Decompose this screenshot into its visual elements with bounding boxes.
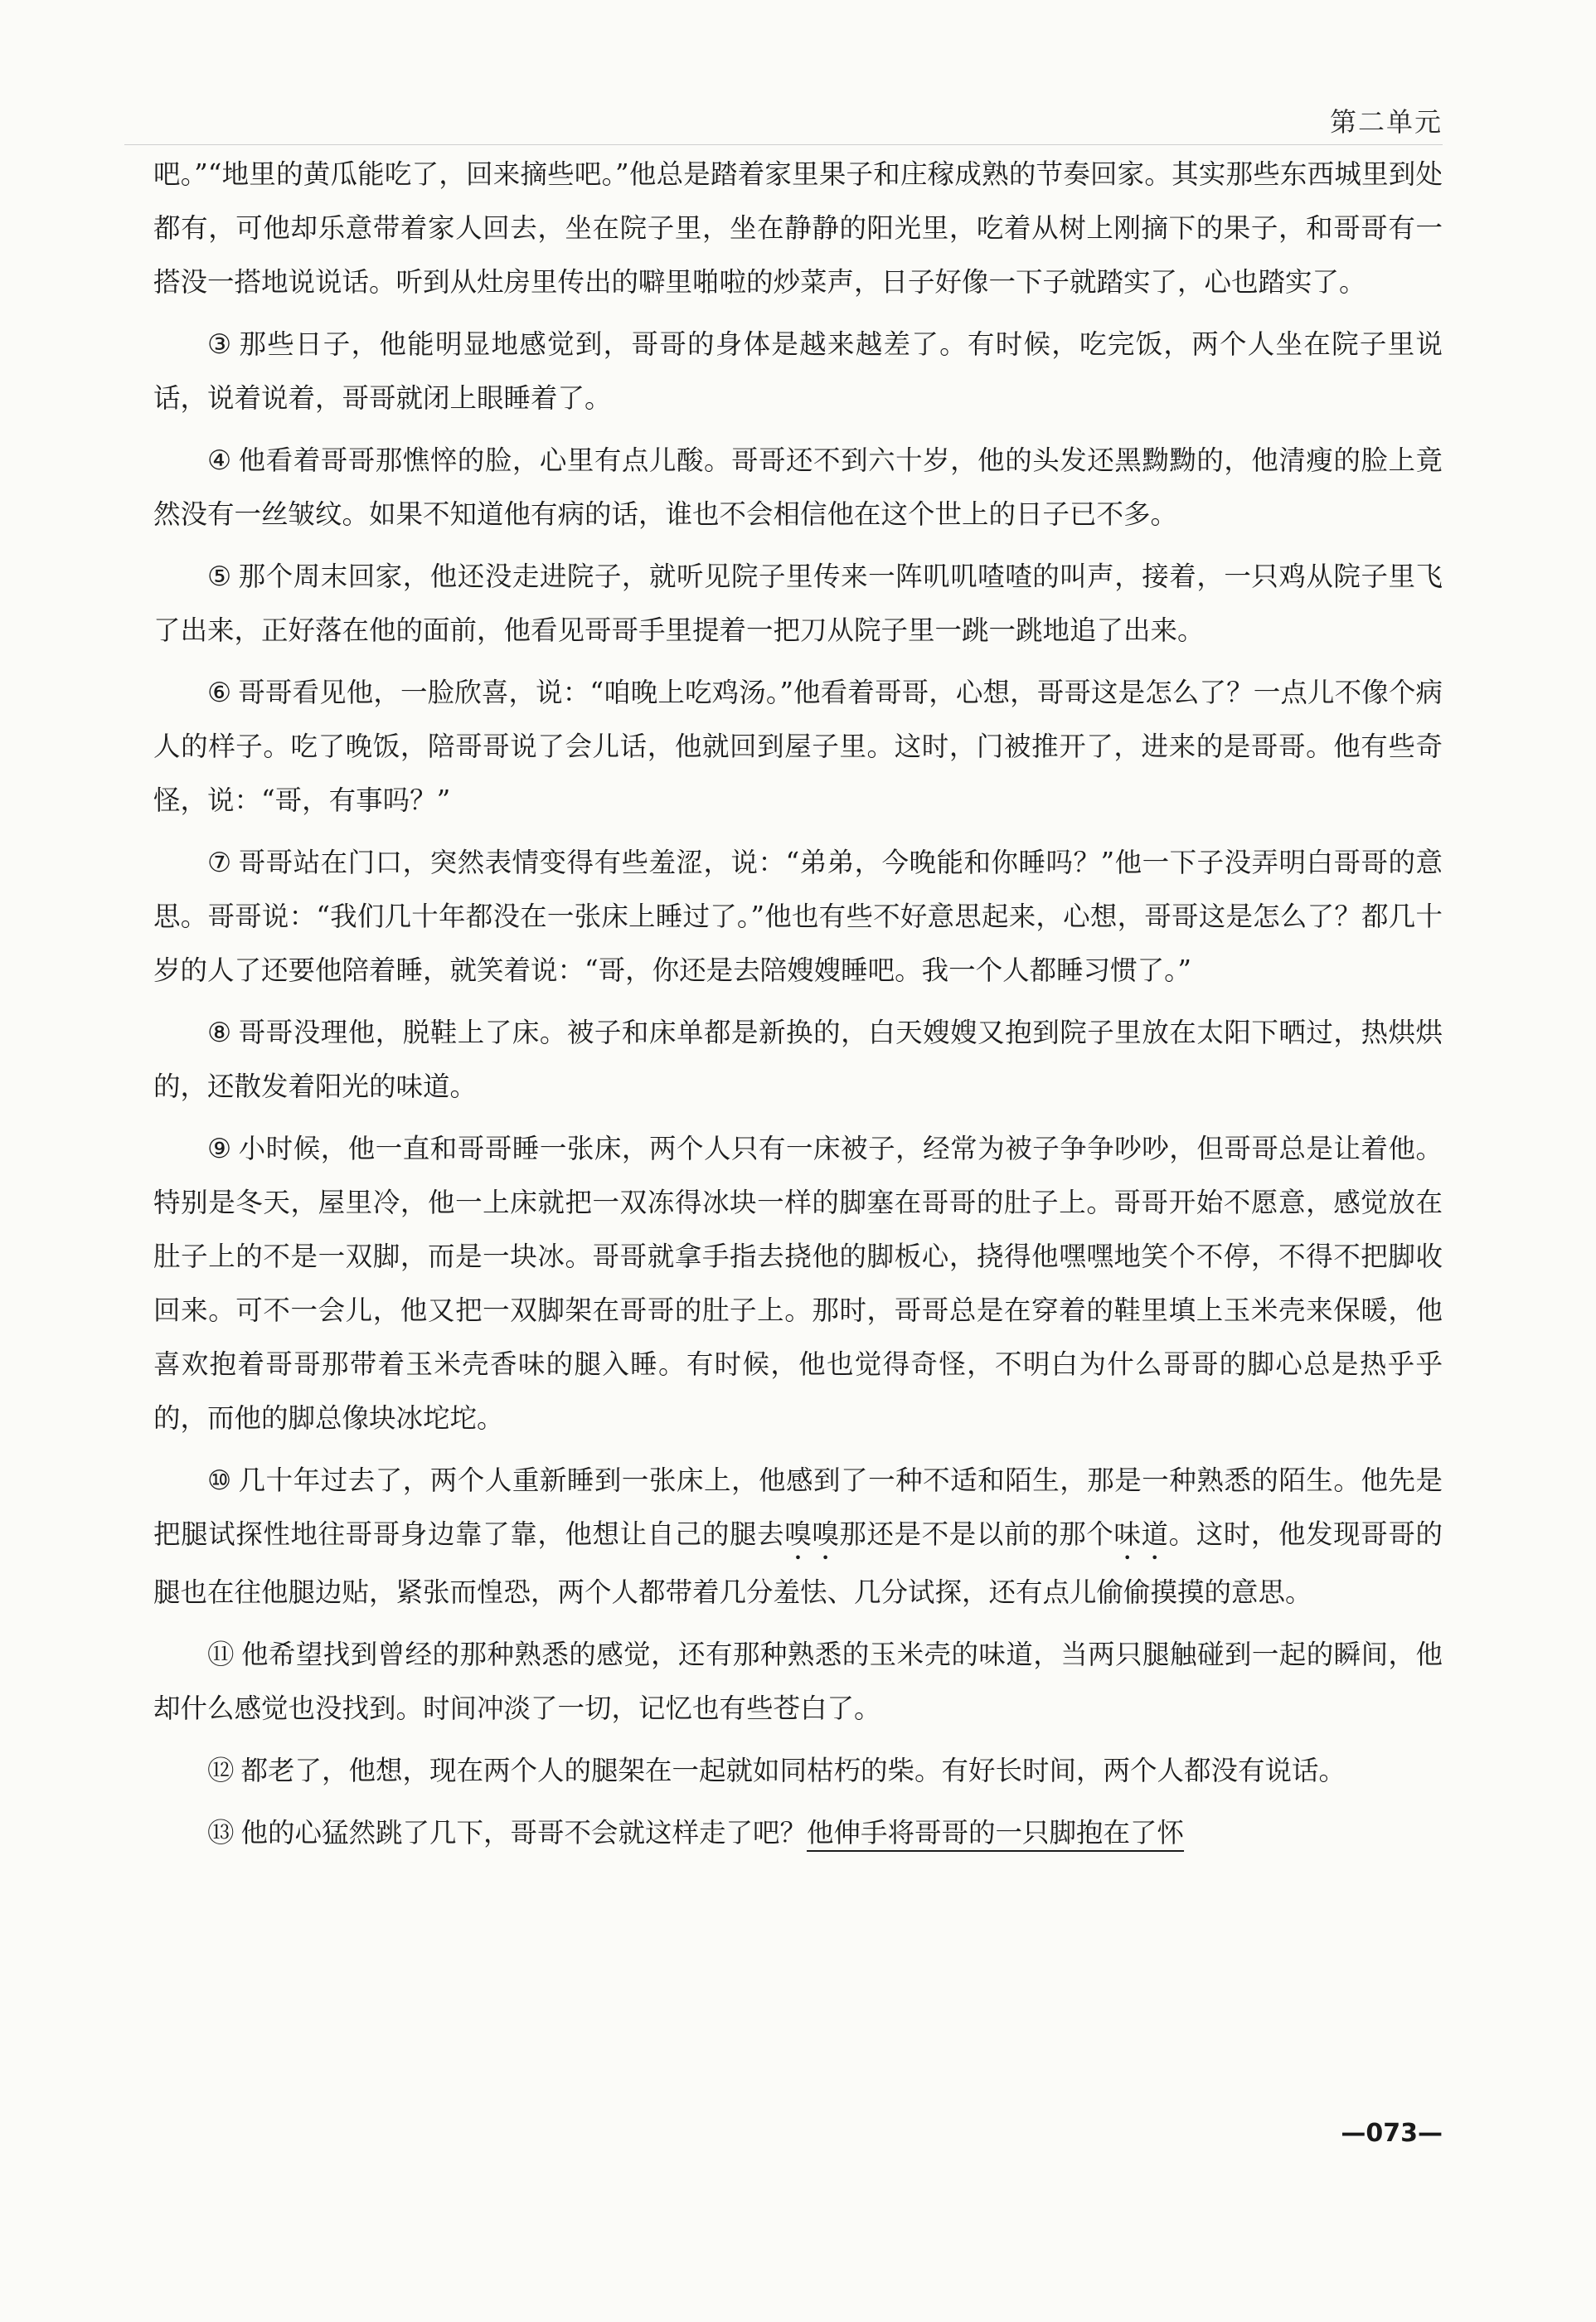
paragraph-6	[153, 666, 1443, 828]
paragraph-number: ⑧	[207, 1017, 232, 1048]
paragraph-13	[153, 1806, 1443, 1860]
paragraph-text: 那还是不是以前的那个	[839, 1518, 1114, 1550]
paragraph-text: 吧。”“地里的黄瓜能吃了，回来摘些吧。”他总是踏着家里果子和庄稼成熟的节奏回家。其实那些东西城里到处都有，可他却乐意带着家人回去，坐在院子里，坐在静静的阳光里，吃着从树上刚摘下的果子，和哥哥有一搭没一搭地说说话。听到从灶房里传出的噼里啪啦的炒菜声，日子好像一下子就踏实了，心也踏实了。	[153, 158, 1443, 298]
emphasized-word: 味道	[1113, 1518, 1169, 1550]
paragraph-text: 他的心猛然跳了几下，哥哥不会就这样走了吧？	[240, 1817, 808, 1848]
paragraph-text: 那个周末回家，他还没走进院子，就听见院子里传来一阵叽叽喳喳的叫声，接着，一只鸡从院子里飞了出来，正好落在他的面前，他看见哥哥手里提着一把刀从院子里一跳一跳地追了出来。	[153, 561, 1443, 646]
paragraph-12	[153, 1744, 1443, 1798]
paragraph-text: 那些日子，他能明显地感觉到，哥哥的身体是越来越差了。有时候，吃完饭，两个人坐在院子里说话，说着说着，哥哥就闭上眼睡着了。	[153, 328, 1443, 414]
paragraph-number: ⑬	[207, 1817, 235, 1848]
paragraph-number: ⑪	[207, 1639, 235, 1670]
header-rule	[124, 144, 1443, 145]
paragraph-text: 几十年过去了，两个人重新睡到一张床上，他感到了一种不适和陌生，那是一种熟悉的陌生。他先是把腿试探性地往哥哥身边靠了靠，他想让自己的腿去	[153, 1465, 1443, 1550]
paragraph-number: ⑫	[207, 1755, 235, 1786]
page-number: —073—	[1341, 2119, 1443, 2148]
paragraph-5	[153, 550, 1443, 658]
paragraph-number: ⑥	[207, 677, 232, 708]
underlined-sentence: 他伸手将哥哥的一只脚抱在了怀	[807, 1817, 1185, 1848]
paragraph-number: ⑤	[207, 561, 232, 592]
paragraph-text: 都老了，他想，现在两个人的腿架在一起就如同枯朽的柴。有好长时间，两个人都没有说话。	[240, 1755, 1346, 1786]
paragraph-number: ⑨	[207, 1133, 232, 1164]
paragraph-7	[153, 836, 1443, 998]
paragraph-11	[153, 1628, 1443, 1736]
paragraph-10	[153, 1454, 1443, 1620]
paragraph-text: 哥哥看见他，一脸欣喜，说：“咱晚上吃鸡汤。”他看着哥哥，心想，哥哥这是怎么了？一点儿不像个病人的样子。吃了晚饭，陪哥哥说了会儿话，他就回到屋子里。这时，门被推开了，进来的是哥哥。他有些奇怪，说：“哥，有事吗？”	[153, 677, 1443, 816]
paragraph-number: ⑩	[207, 1465, 232, 1496]
paragraph-text: 。这时，他发现哥哥的腿也在往他腿边贴，紧张而惶恐，两个人都带着几分羞怯、几分试探，还有点儿偷偷摸摸的意思。	[153, 1518, 1443, 1608]
paragraph-text: 哥哥站在门口，突然表情变得有些羞涩，说：“弟弟，今晚能和你睡吗？”他一下子没弄明白哥哥的意思。哥哥说：“我们几十年都没在一张床上睡过了。”他也有些不好意思起来，心想，哥哥这是怎么了？都几十岁的人了还要他陪着睡，就笑着说：“哥，你还是去陪嫂嫂睡吧。我一个人都睡习惯了。”	[153, 847, 1443, 986]
unit-header: 第二单元	[1329, 106, 1443, 138]
paragraph-number: ⑦	[207, 847, 232, 878]
paragraph-number: ③	[207, 328, 233, 360]
paragraph-8	[153, 1006, 1443, 1114]
paragraph-text: 他希望找到曾经的那种熟悉的感觉，还有那种熟悉的玉米壳的味道，当两只腿触碰到一起的瞬间，他却什么感觉也没找到。时间冲淡了一切，记忆也有些苍白了。	[153, 1639, 1443, 1724]
paragraph-text: 他看着哥哥那憔悴的脸，心里有点儿酸。哥哥还不到六十岁，他的头发还黑黝黝的，他清瘦的脸上竟然没有一丝皱纹。如果不知道他有病的话，谁也不会相信他在这个世上的日子已不多。	[153, 444, 1443, 530]
paragraph-9	[153, 1122, 1443, 1445]
article-body	[153, 148, 1443, 1868]
paragraph-4	[153, 434, 1443, 542]
paragraph-number: ④	[207, 444, 232, 476]
paragraph-text: 小时候，他一直和哥哥睡一张床，两个人只有一床被子，经常为被子争争吵吵，但哥哥总是让着他。特别是冬天，屋里冷，他一上床就把一双冻得冰块一样的脚塞在哥哥的肚子上。哥哥开始不愿意，感觉放在肚子上的不是一双脚，而是一块冰。哥哥就拿手指去挠他的脚板心，挠得他嘿嘿地笑个不停，不得不把脚收回来。可不一会儿，他又把一双脚架在哥哥的肚子上。那时，哥哥总是在穿着的鞋里填上玉米壳来保暖，他喜欢抱着哥哥那带着玉米壳香味的腿入睡。有时候，他也觉得奇怪，不明白为什么哥哥的脚心总是热乎乎的，而他的脚总像块冰坨坨。	[153, 1133, 1443, 1434]
paragraph-continued	[153, 148, 1443, 309]
paragraph-3	[153, 318, 1443, 425]
paragraph-text: 哥哥没理他，脱鞋上了床。被子和床单都是新换的，白天嫂嫂又抱到院子里放在太阳下晒过，热烘烘的，还散发着阳光的味道。	[153, 1017, 1443, 1102]
emphasized-word: 嗅嗅	[784, 1518, 840, 1550]
